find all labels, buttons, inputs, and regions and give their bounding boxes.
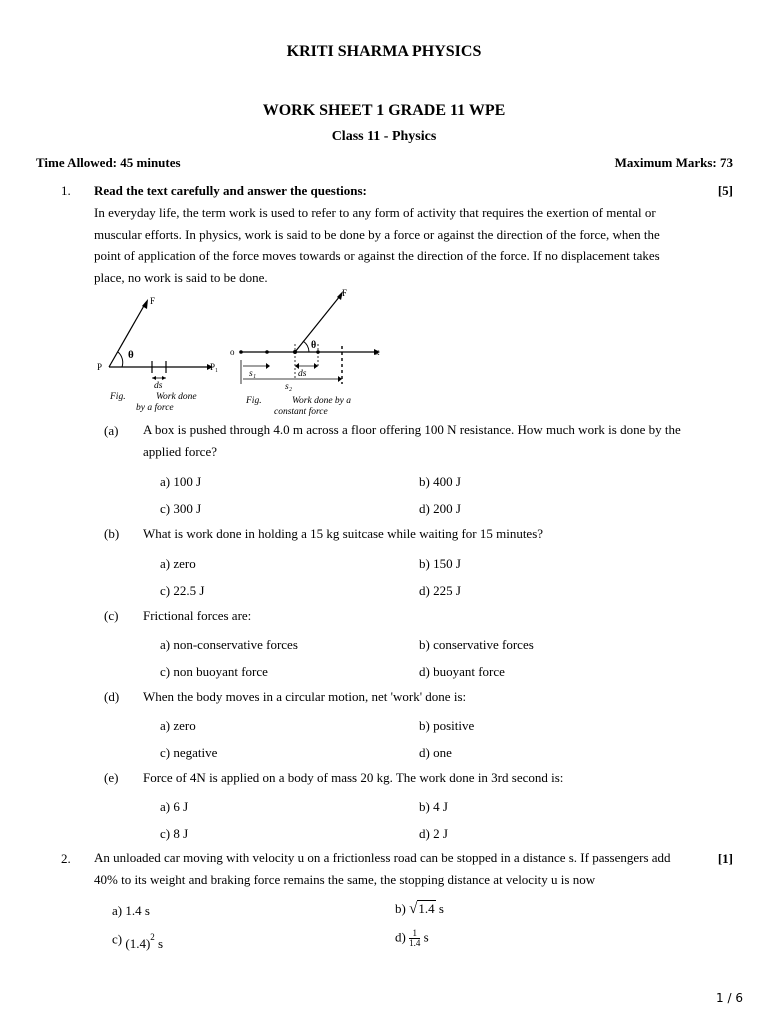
part-label: (c) bbox=[104, 608, 119, 623]
page-number: 1 / 6 bbox=[716, 991, 743, 1005]
part-label: (b) bbox=[104, 526, 120, 541]
passage bbox=[94, 202, 734, 288]
question-heading: Read the text carefully and answer the questions: bbox=[94, 183, 367, 198]
option-b bbox=[395, 901, 444, 918]
figure-caption: Work done by a bbox=[292, 396, 352, 406]
passage-line: In everyday life, the term work is used to refer to any form of activity that requires the exertion of mental or bbox=[94, 205, 656, 220]
work-by-force-diagram bbox=[97, 296, 218, 413]
question-marks: [5] bbox=[717, 183, 733, 198]
question-marks: [1] bbox=[717, 851, 733, 866]
part-label: (a) bbox=[104, 423, 119, 438]
option-b: b) positive bbox=[419, 718, 475, 733]
part-question: Frictional forces are: bbox=[143, 608, 252, 623]
figure-caption: Fig. bbox=[246, 396, 262, 406]
ds-label: ds bbox=[154, 381, 163, 391]
option-prefix: b) bbox=[395, 901, 406, 916]
option-d: d) 2 J bbox=[419, 826, 448, 841]
option-c: c) 22.5 J bbox=[160, 583, 205, 598]
option-c: c) 300 J bbox=[160, 501, 202, 516]
unit: s bbox=[158, 936, 164, 952]
part-question bbox=[143, 419, 743, 462]
passage-line: point of application of the force moves towards or against the direction of the force. If no displacement takes bbox=[94, 248, 660, 263]
question-line: applied force? bbox=[143, 443, 217, 459]
passage-line: place, no work is said to be done. bbox=[94, 269, 268, 285]
unit: s bbox=[423, 929, 429, 945]
figure-caption: constant force bbox=[274, 407, 328, 416]
option-a: a) non-conservative forces bbox=[160, 637, 298, 652]
part-question: When the body moves in a circular motion, net 'work' done is: bbox=[143, 689, 467, 704]
figure-caption: Fig. bbox=[110, 392, 126, 402]
theta-label: θ bbox=[128, 349, 134, 361]
question-line: An unloaded car moving with velocity u on a frictionless road can be stopped in a distance s. If passengers add bbox=[94, 850, 671, 865]
option-a: a) 1.4 s bbox=[112, 903, 150, 918]
option-a: a) 100 J bbox=[160, 474, 202, 489]
part-label: (e) bbox=[104, 770, 119, 785]
theta-label: θ bbox=[311, 340, 317, 351]
origin-label: o bbox=[230, 347, 235, 357]
ds-label: ds bbox=[298, 369, 307, 379]
option-d: d) buoyant force bbox=[419, 664, 505, 679]
question-number: 1. bbox=[61, 183, 71, 198]
figure-caption: by a force bbox=[136, 403, 174, 413]
option-d: d) 225 J bbox=[419, 583, 461, 598]
exponent: 2 bbox=[150, 932, 155, 942]
option-d bbox=[395, 929, 429, 948]
s2-label: s₂ bbox=[285, 382, 292, 392]
passage-line: muscular efforts. In physics, work is said to be done by a force or against the direction of the force, when the bbox=[94, 226, 660, 242]
option-b: b) 150 J bbox=[419, 556, 461, 571]
part-question: What is work done in holding a 15 kg suitcase while waiting for 15 minutes? bbox=[143, 526, 544, 541]
part-label: (d) bbox=[104, 689, 120, 704]
s1-label: s₁ bbox=[249, 369, 256, 379]
option-c: c) negative bbox=[160, 745, 218, 760]
fraction bbox=[409, 929, 420, 948]
point-p-label: P bbox=[97, 362, 103, 372]
school-name: KRITI SHARMA PHYSICS bbox=[286, 43, 482, 60]
option-prefix: d) bbox=[395, 929, 406, 945]
option-b: b) 4 J bbox=[419, 799, 448, 814]
denominator: 1.4 bbox=[409, 938, 421, 948]
option-d: d) 200 J bbox=[419, 501, 461, 516]
part-question: Force of 4N is applied on a body of mass 20 kg. The work done in 3rd second is: bbox=[143, 770, 564, 785]
radicand: 1.4 bbox=[418, 901, 435, 916]
option-c: c) 8 J bbox=[160, 826, 189, 841]
option-c bbox=[112, 930, 164, 952]
option-a: a) zero bbox=[160, 718, 196, 733]
question-number: 2. bbox=[61, 851, 71, 866]
figure-caption: Work done bbox=[156, 392, 197, 402]
option-a: a) zero bbox=[160, 556, 196, 571]
base: (1.4) bbox=[125, 936, 151, 952]
time-allowed: Time Allowed: 45 minutes bbox=[36, 155, 181, 170]
unit: s bbox=[438, 901, 444, 916]
maximum-marks: Maximum Marks: 73 bbox=[614, 155, 733, 170]
option-b: b) conservative forces bbox=[419, 637, 534, 652]
numerator: 1 bbox=[409, 929, 420, 939]
option-b: b) 400 J bbox=[419, 474, 461, 489]
work-by-constant-force-diagram bbox=[230, 288, 380, 416]
point-p1-label: P₁ bbox=[210, 362, 219, 372]
square-root: √1.4 bbox=[409, 901, 435, 917]
force-label: F bbox=[150, 296, 156, 306]
question-text bbox=[94, 847, 714, 890]
option-a: a) 6 J bbox=[160, 799, 189, 814]
worksheet-title: WORK SHEET 1 GRADE 11 WPE bbox=[262, 102, 506, 119]
x-axis-label: x bbox=[375, 347, 380, 357]
question-line: A box is pushed through 4.0 m across a floor offering 100 N resistance. How much work is done by the bbox=[143, 422, 681, 437]
option-c: c) non buoyant force bbox=[160, 664, 268, 679]
option-d: d) one bbox=[419, 745, 452, 760]
force-label: F bbox=[342, 288, 348, 298]
option-prefix: c) bbox=[112, 931, 123, 947]
work-diagram bbox=[92, 286, 392, 416]
class-subtitle: Class 11 - Physics bbox=[331, 129, 437, 144]
question-line: 40% to its weight and braking force remains the same, the stopping distance at velocity u is now bbox=[94, 871, 596, 887]
